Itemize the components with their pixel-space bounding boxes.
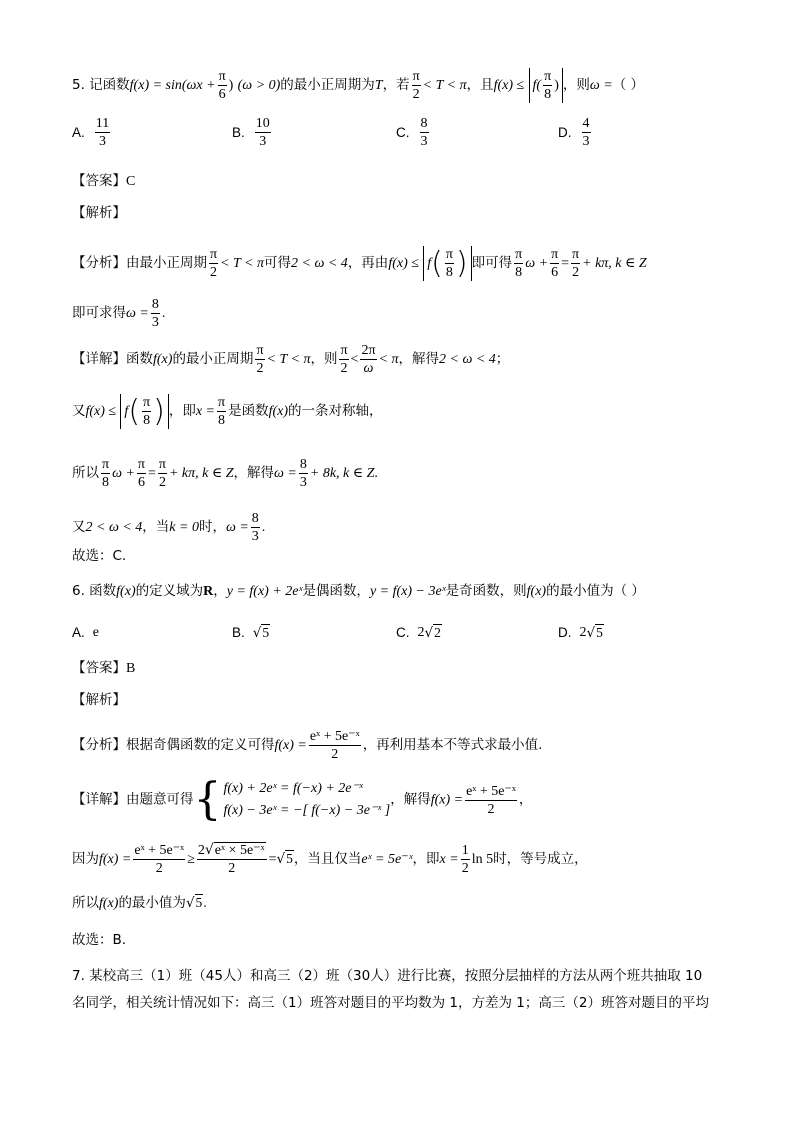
frac-pi8: [142, 394, 151, 429]
xj-eq: =: [268, 852, 277, 867]
q6-conclusion: [72, 930, 734, 950]
fenxi-eq-tail: + kπ, k ∈ Z: [582, 256, 647, 271]
q5-fenxi-line2: 即可求得ω = $\frac{8}{3}$ .: [72, 297, 166, 330]
frac-num: π: [143, 395, 151, 410]
frac-den: 3: [582, 134, 590, 149]
q6-stem-text: 的定义域为: [135, 583, 204, 599]
choice-label: A.: [72, 625, 85, 640]
xj-text: ，则: [310, 351, 338, 367]
xj-text: 时，等号成立，: [493, 851, 588, 867]
q6-xiangjie-line2: [72, 842, 734, 877]
xj-text: 所以: [72, 465, 99, 481]
xj-fx: f(x) =: [99, 852, 132, 867]
frac-den: 8: [445, 265, 453, 280]
sqrt-icon: √5: [185, 895, 203, 911]
xj-tail: + kπ, k ∈ Z: [168, 466, 234, 481]
q6-xiangjie-line1: [72, 774, 734, 825]
frac-den: ω: [363, 361, 374, 376]
xj-x: x =: [195, 404, 215, 419]
q5-period-inequality: < T < π: [422, 78, 467, 93]
choice-value: [95, 115, 110, 150]
xj-tail: + 8k, k ∈ Z: [309, 466, 375, 481]
frac-expr: [309, 728, 361, 763]
q5-stem-if: ，若: [382, 77, 410, 93]
xj-text: 又: [72, 519, 86, 535]
xj-text: ，当且仅当: [293, 851, 362, 867]
choice-value: [582, 115, 591, 150]
frac-den: 3: [251, 529, 259, 544]
q5-stem-and: ，且: [466, 77, 494, 93]
frac-pi2: [339, 342, 348, 377]
xj-text: ，解得: [233, 465, 275, 481]
q5-fenxi-line1: 【分析】由最小正周期 $\frac{\pi}{2}$ < T < π可得2 < ω < 4，再由f(x) ≤ f( $\frac{\pi}{8}$ ) 即可得 $\frac{\pi}{8}$ ω + $\frac{\pi}{6}$ = $\frac{\pi}{2}$ + kπ, k ∈ Z: [72, 245, 647, 281]
q5-fx-le: f(x) ≤: [493, 78, 525, 93]
frac-den: 6: [137, 475, 145, 490]
frac-num: 8: [420, 116, 428, 131]
frac-pi8: [514, 246, 523, 281]
q5-answer: [72, 171, 734, 192]
q5-stem-end: ，则: [562, 77, 590, 93]
choice-value: [255, 115, 271, 150]
xj-end: .: [261, 520, 266, 535]
frac-num: π: [340, 343, 348, 358]
fenxi-text: ，再利用基本不等式求最小值.: [362, 737, 543, 753]
xj-fx: f(x): [99, 896, 119, 911]
q5-stem-mid: 的最小正周期为: [280, 77, 375, 93]
xj-text: ；: [495, 351, 510, 367]
choice-label: D.: [558, 625, 572, 640]
xj-text: ，当: [142, 519, 170, 535]
q5-frac-pi2: [412, 68, 421, 103]
q6-stem-text: 是偶函数，: [302, 583, 370, 599]
q5-xiangjie-line2: [72, 394, 734, 429]
frac-num: eˣ + 5e⁻ˣ: [134, 843, 185, 858]
frac-den: 3: [299, 475, 307, 490]
xj-text: 的一条对称轴，: [288, 403, 383, 419]
fenxi-text: 即可求得: [72, 305, 126, 321]
sqrt-icon: √eˣ × 5e⁻ˣ: [204, 842, 265, 858]
frac-num: π: [551, 247, 559, 262]
q5-stem: [72, 68, 734, 103]
q6-domain-R: R: [203, 584, 214, 599]
xj-text: 时，: [198, 519, 226, 535]
answer-tag: 【答案】: [72, 173, 126, 189]
xj-end: .: [374, 466, 378, 481]
xj-text: 的最小正周期: [172, 351, 254, 367]
xj-range: 2 < ω < 4: [85, 520, 143, 535]
sqrt-radicand: 5: [596, 625, 603, 640]
choice-coef: 2: [579, 625, 587, 640]
frac-num: π: [515, 247, 523, 262]
answer-tag: 【答案】: [72, 660, 126, 676]
frac-den: 2: [158, 475, 166, 490]
q6-stem-text: ，: [213, 583, 227, 599]
frac-num: 8: [251, 511, 259, 526]
q5-frac-pi8: [543, 68, 552, 103]
xj-text: 函数: [126, 351, 153, 367]
frac-num: 10: [255, 116, 270, 131]
analysis-tag: 【解析】: [72, 205, 126, 221]
frac-expr: [133, 842, 185, 877]
frac-den: 2: [256, 361, 264, 376]
sqrt-radicand: eˣ × 5e⁻ˣ: [214, 843, 265, 858]
fenxi-text: 由最小正周期: [126, 255, 207, 271]
frac-num: 8: [299, 457, 307, 472]
choice-label: B.: [232, 124, 245, 140]
frac-den: 2: [331, 747, 339, 762]
xj-ln: ln 5: [471, 852, 494, 867]
sqrt-radicand: 5: [195, 895, 203, 910]
choice-coef: 2: [417, 625, 425, 640]
coef: 2: [197, 843, 205, 858]
frac-num: eˣ + 5e⁻ˣ: [466, 783, 516, 799]
q5-frac-pi6: [218, 68, 227, 103]
frac-pi8: [101, 456, 110, 491]
frac-den: 3: [420, 134, 428, 149]
frac-num: 4: [582, 116, 590, 131]
frac-den: 2: [340, 361, 348, 376]
q5-choice-a: [72, 115, 112, 150]
sqrt-radicand: 5: [286, 851, 293, 866]
choice-label: C.: [396, 124, 410, 140]
q6-stem-text: 是奇函数，则: [445, 583, 527, 599]
q6-fx: f(x): [116, 584, 136, 599]
q5-choice-b: [232, 115, 273, 150]
frac-pi2: [209, 246, 218, 281]
xj-text: 是函数: [228, 403, 269, 419]
frac-2pi-omega: [360, 342, 376, 377]
q6-fenxi: [72, 728, 734, 763]
q5-jiexi: [72, 203, 734, 223]
system-eq-2: f(x) − 3eˣ = −[ f(−x) − 3e⁻ˣ ]: [223, 803, 391, 818]
xj-range: 2 < ω < 4: [439, 352, 496, 367]
q6-odd-func: y = f(x) − 3eˣ: [369, 584, 446, 599]
q6-xiangjie-line3: [72, 893, 734, 914]
frac-8-3: [299, 456, 308, 491]
system-eq-1: f(x) + 2eˣ = f(−x) + 2e⁻ˣ: [223, 781, 363, 796]
xj-fx: f(x) ≤: [85, 404, 117, 419]
xj-text: ，解得: [390, 791, 431, 808]
frac-num: π: [158, 457, 166, 472]
frac-num: 8: [151, 297, 159, 312]
sqrt-radicand: 5: [262, 625, 270, 640]
q5-omega-eq: ω =: [589, 78, 613, 93]
q6-choice-a: [72, 623, 99, 643]
xj-omega: ω =: [274, 466, 297, 481]
q6-stem: [72, 581, 734, 602]
q7-line-2: 名同学，相关统计情况如下：高三（1）班答对题目的平均数为 1，方差为 1；高三（2）班答对题目的平均: [72, 995, 709, 1011]
left-brace-icon: {: [193, 774, 222, 825]
fenxi-text: 根据奇偶函数的定义可得: [126, 737, 275, 753]
xj-ineq: < T < π: [266, 352, 311, 367]
xj-fx: f(x): [153, 352, 173, 367]
sqrt-icon: √5: [586, 625, 603, 641]
xj-text: ，解得: [398, 351, 439, 367]
frac-8-3: [151, 296, 160, 331]
frac-expr: [465, 783, 517, 818]
q5-choice-c: [396, 115, 431, 150]
conclusion-text: 故选：B.: [72, 932, 127, 948]
xj-k: k = 0: [169, 520, 199, 535]
choice-label: A.: [72, 124, 85, 140]
frac-num: π: [412, 69, 420, 84]
xj-text: 又: [72, 403, 86, 419]
q5-function-close: ): [228, 78, 234, 93]
fenxi-text: 即可得: [471, 255, 513, 271]
choice-value: e: [92, 625, 99, 640]
frac-den: 2: [412, 87, 420, 102]
frac-den: 2: [228, 861, 236, 876]
fenxi-abs: f( $\frac{\pi}{8}$ ): [423, 246, 471, 281]
equation-system: [224, 778, 391, 822]
answer-value: B: [126, 661, 136, 676]
xj-text: 因为: [72, 851, 99, 867]
frac-den: 3: [99, 134, 106, 149]
xj-text: 由题意可得: [126, 791, 194, 808]
q5-xiangjie-line1: 【详解】函数f(x)的最小正周期 $\frac{\pi}{2}$ < T < π，则 $\frac{\pi}{2}$ < $\frac{2\pi}{\omega}$ < π，解得2 < ω < 4；: [72, 343, 510, 376]
frac-num: π: [210, 247, 218, 262]
xj-lt-pi: < π: [378, 352, 399, 367]
xj-fx: f(x) =: [430, 792, 464, 808]
frac-num: 2π: [361, 343, 376, 358]
q5-period-T: T: [374, 78, 383, 93]
frac-num: 1: [461, 843, 469, 858]
xj-eq: =: [148, 466, 156, 481]
sqrt-icon: √2: [424, 625, 441, 641]
fenxi-tag: 【分析】: [72, 737, 126, 753]
q5-abs-value: [529, 68, 563, 103]
frac-num: 11: [95, 116, 110, 131]
frac-den: 8: [218, 413, 226, 428]
frac-pi6: [137, 456, 146, 491]
frac-pi8: [217, 394, 226, 429]
frac-pi2: [571, 246, 580, 281]
frac-den: 2: [461, 861, 469, 876]
frac-num: π: [445, 247, 453, 262]
frac-8-3: [251, 510, 260, 545]
choice-label: D.: [558, 124, 572, 140]
q7-line-1: 7. 某校高三（1）班（45人）和高三（2）班（30人）进行比赛，按照分层抽样的方法从两个班共抽取 10: [72, 968, 703, 984]
frac-num: π: [218, 69, 226, 84]
abs-close: ): [554, 78, 559, 93]
frac-den: 6: [218, 87, 226, 102]
xj-text: 所以: [72, 895, 99, 911]
frac-pi8: [445, 246, 454, 281]
q5-blank: （ ）: [612, 77, 644, 93]
frac-num: [197, 842, 267, 860]
analysis-tag: 【解析】: [72, 692, 126, 708]
xj-text: ，: [518, 791, 533, 808]
frac-den: 2: [572, 265, 580, 280]
frac-half: [461, 842, 470, 877]
xj-text: ，即: [168, 403, 196, 419]
fenxi-omega-range: 2 < ω < 4: [291, 256, 348, 271]
conclusion-text: 故选：C.: [72, 548, 127, 564]
xj-omega: ω =: [225, 520, 249, 535]
xj-abs: f( $\frac{\pi}{8}$ ): [120, 394, 168, 429]
frac-den: 2: [487, 801, 495, 817]
fenxi-text: 可得: [264, 255, 292, 271]
frac-sqrt: [197, 842, 267, 877]
frac-num: π: [102, 457, 110, 472]
xj-x: x =: [439, 852, 459, 867]
q6-choice-d: [558, 623, 604, 643]
fenxi-ineq: < T < π: [220, 256, 265, 271]
frac-num: π: [218, 395, 226, 410]
xj-ge: ≥: [187, 852, 195, 867]
frac-num: eˣ + 5e⁻ˣ: [309, 729, 360, 744]
frac-den: 8: [515, 265, 523, 280]
frac-num: π: [544, 69, 552, 84]
q5-xiangjie-line4: [72, 510, 734, 545]
fenxi-eq: ω +: [525, 256, 549, 271]
frac-den: 6: [551, 265, 559, 280]
frac-num: π: [137, 457, 145, 472]
q5-choice-d: [558, 115, 593, 150]
q5-conclusion: [72, 546, 734, 566]
q6-choice-c: [396, 623, 442, 643]
xj-end: .: [203, 896, 207, 911]
choice-label: C.: [396, 625, 410, 640]
answer-value: C: [126, 174, 136, 189]
abs-inner: f(: [532, 78, 542, 93]
frac-num: π: [572, 247, 580, 262]
q6-stem-text: 的最小值为（ ）: [546, 583, 645, 599]
frac-pi6: [550, 246, 559, 281]
frac-den: 3: [151, 315, 159, 330]
frac-pi2: [158, 456, 167, 491]
xiangjie-tag: 【详解】: [72, 351, 126, 367]
choice-label: B.: [232, 625, 245, 640]
choice-value: [420, 115, 429, 150]
xj-text: 的最小值为: [118, 895, 186, 911]
fenxi-tag: 【分析】: [72, 255, 126, 271]
q6-fx: f(x): [526, 584, 547, 599]
sqrt-icon: √5: [252, 625, 270, 641]
frac-den: 2: [155, 861, 163, 876]
q6-stem-text: 6. 函数: [72, 583, 117, 599]
q5-function: f(x) = sin(ωx +: [129, 78, 216, 93]
frac-num: π: [256, 343, 264, 358]
q6-answer: [72, 658, 734, 679]
fenxi-text: ，再由: [347, 255, 389, 271]
q6-jiexi: [72, 690, 734, 710]
q5-xiangjie-line3: [72, 456, 734, 491]
q5-stem-prefix: 5. 记函数: [72, 77, 130, 93]
fenxi-omega: ω =: [126, 306, 149, 321]
xj-text: ，即: [412, 851, 440, 867]
frac-den: 8: [143, 413, 151, 428]
fenxi-fx: f(x) =: [274, 738, 307, 753]
frac-pi2: [255, 342, 264, 377]
fenxi-fx: f(x) ≤: [388, 256, 419, 271]
frac-den: 3: [259, 134, 267, 149]
xiangjie-tag: 【详解】: [72, 791, 126, 808]
q5-condition: (ω > 0): [237, 78, 281, 93]
frac-den: 8: [102, 475, 110, 490]
xj-cond: eˣ = 5e⁻ˣ: [361, 852, 413, 867]
xj-expr: ω +: [112, 466, 135, 481]
q6-even-func: y = f(x) + 2eˣ: [226, 584, 303, 599]
sqrt-radicand: 2: [434, 625, 441, 640]
q6-choice-b: [232, 623, 270, 643]
sqrt-icon: √5: [276, 851, 293, 867]
frac-den: 2: [210, 265, 218, 280]
xj-fx: f(x): [268, 404, 289, 419]
frac-den: 8: [544, 87, 552, 102]
